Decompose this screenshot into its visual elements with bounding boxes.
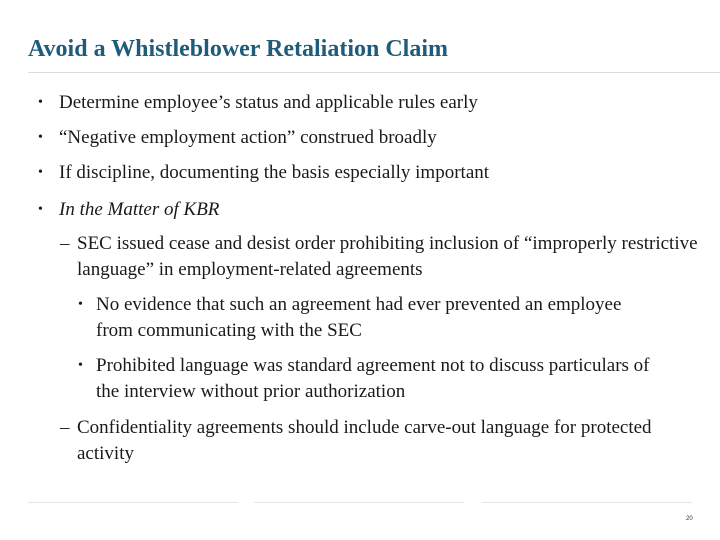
bullet-marker: • xyxy=(78,358,83,373)
footer-divider xyxy=(482,502,692,503)
footer-divider xyxy=(254,502,464,503)
sub-sub-bullet-text: No evidence that such an agreement had ever prevented an employee from communicating with the SEC xyxy=(96,294,622,341)
bullet-marker: • xyxy=(38,130,43,145)
bullet-text: Determine employee’s status and applicable rules early xyxy=(59,92,478,113)
slide-title: Avoid a Whistleblower Retaliation Claim xyxy=(28,36,448,62)
sub-bullet-text: Confidentiality agreements should include carve-out language for protected activity xyxy=(77,417,652,464)
bullet-marker: • xyxy=(78,297,83,312)
footer-divider xyxy=(28,502,238,503)
sub-sub-bullet-text: Prohibited language was standard agreement not to discuss particulars of the interview without prior authorization xyxy=(96,355,650,402)
bullet-text: If discipline, documenting the basis especially important xyxy=(59,162,490,183)
dash-marker: – xyxy=(60,233,70,254)
bullet-marker: • xyxy=(38,202,43,217)
bullet-marker: • xyxy=(38,95,43,110)
sub-bullet-text: SEC issued cease and desist order prohibiting inclusion of “improperly restrictive language” in employment-related agreements xyxy=(77,233,698,280)
bullet-text: “Negative employment action” construed broadly xyxy=(59,127,437,148)
dash-marker: – xyxy=(60,417,70,438)
bullet-text: In the Matter of KBR xyxy=(59,199,220,220)
bullet-marker: • xyxy=(38,165,43,180)
page-number: 20 xyxy=(686,516,693,522)
